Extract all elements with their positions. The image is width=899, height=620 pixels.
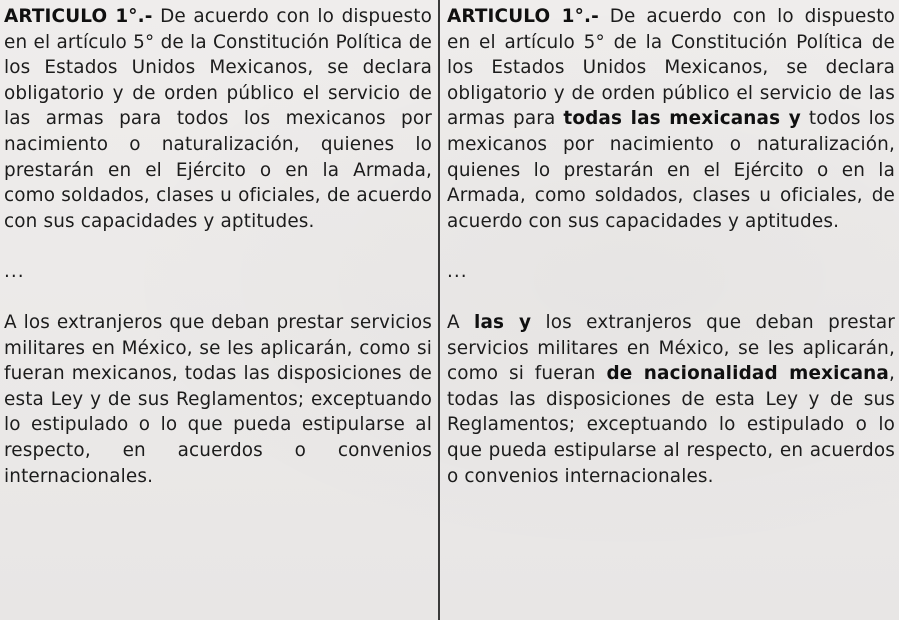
right-ellipsis: ... <box>447 261 468 283</box>
left-article-1-heading: ARTICULO 1°.- <box>4 6 153 27</box>
right-article-1-bold-addition: todas las mexicanas y <box>563 108 801 130</box>
right-foreigners-paragraph <box>447 310 895 489</box>
left-article-1-body: De acuerdo con lo dispuesto en el artículo 5° de la Constitución Política de los Estados Unidos Mexicanos, se declara obligatorio y de orden público el servicio de las armas para todos los mexicanos por nacimiento o naturalización, quienes lo prestarán en el Ejército o en la Armada, como soldados, clases u oficiales, de acuerdo con sus capacidades y aptitudes. <box>4 6 432 232</box>
right-foreigners-bold-1: las y <box>474 311 532 333</box>
right-foreigners-part-2: los extranjeros que deban prestar servicios militares en México, se les aplicarán, como si fueran <box>447 311 895 385</box>
right-article-1-heading: ARTICULO 1°.- <box>447 6 599 27</box>
left-article-1-paragraph <box>4 4 432 234</box>
right-foreigners-part-3: , todas las disposiciones de esta Ley y de sus Reglamentos; exceptuando lo estipulado o lo que pueda estipularse al respecto, en acuerdos o convenios internacionales. <box>447 363 895 487</box>
proposed-text-column <box>438 0 899 620</box>
column-divider <box>438 0 440 620</box>
current-text-column <box>0 0 438 620</box>
right-article-1-body-part-2: todos los mexicanos por nacimiento o naturalización, quienes lo prestarán en el Ejército o en la Armada, como soldados, clases u oficiales, de acuerdo con sus capacidades y aptitudes. <box>447 108 896 232</box>
left-foreigners-paragraph: A los extranjeros que deban prestar servicios militares en México, se les aplicarán, como si fueran mexicanos, todas las disposiciones de esta Ley y de sus Reglamentos; exceptuando lo estipulado o lo que pueda estipularse al respecto, en acuerdos o convenios internacionales. <box>4 311 432 487</box>
right-article-1-body-part-1: De acuerdo con lo dispuesto en el artículo 5° de la Constitución Política de los Estados Unidos Mexicanos, se declara obligatorio y de orden público el servicio de las armas para <box>447 6 896 130</box>
right-foreigners-part-1: A <box>447 311 475 333</box>
left-ellipsis: ... <box>4 261 25 283</box>
right-article-1-paragraph <box>447 4 895 234</box>
right-foreigners-bold-2: de nacionalidad mexicana <box>606 363 889 385</box>
